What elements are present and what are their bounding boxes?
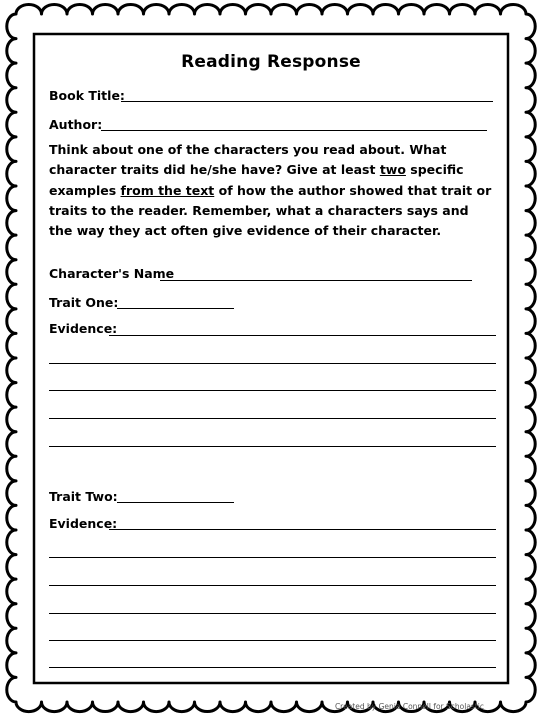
evidence-two-line[interactable] (49, 613, 496, 614)
book-title-line[interactable] (121, 101, 493, 102)
scallop-outline (7, 4, 535, 711)
emphasis-two: two (379, 162, 406, 178)
evidence-one-line[interactable] (49, 363, 496, 364)
trait-one-line[interactable] (117, 308, 234, 309)
evidence-two-line[interactable] (109, 529, 496, 530)
evidence-two-line[interactable] (49, 640, 496, 641)
character-name-line[interactable] (160, 280, 472, 281)
evidence-two-label: Evidence: (49, 516, 118, 531)
prompt-paragraph: Think about one of the characters you read about. What character traits did he/she have? Give at least two specific examples from the text of how the author showed that trait or traits to the reader. Remember, what a characters says and the way they act often give evidence of their character. (49, 142, 492, 239)
trait-one-label: Trait One: (49, 295, 119, 310)
trait-two-line[interactable] (117, 502, 234, 503)
evidence-one-line[interactable] (49, 418, 496, 419)
character-name-label: Character's Name (49, 266, 175, 281)
evidence-two-line[interactable] (49, 667, 496, 668)
author-label: Author: (49, 117, 103, 132)
emphasis-from-the-text: from the text (120, 182, 215, 198)
evidence-one-line[interactable] (49, 390, 496, 391)
evidence-two-line[interactable] (49, 557, 496, 558)
book-title-label: Book Title: (49, 88, 125, 103)
trait-two-label: Trait Two: (49, 489, 118, 504)
author-line[interactable] (101, 130, 487, 131)
credit-text: Created by Genia Connell for Scholastic (334, 702, 484, 711)
page-title: Reading Response (181, 52, 361, 72)
evidence-one-line[interactable] (49, 446, 496, 447)
evidence-two-line[interactable] (49, 585, 496, 586)
evidence-one-line[interactable] (109, 335, 496, 336)
evidence-one-label: Evidence: (49, 321, 118, 336)
